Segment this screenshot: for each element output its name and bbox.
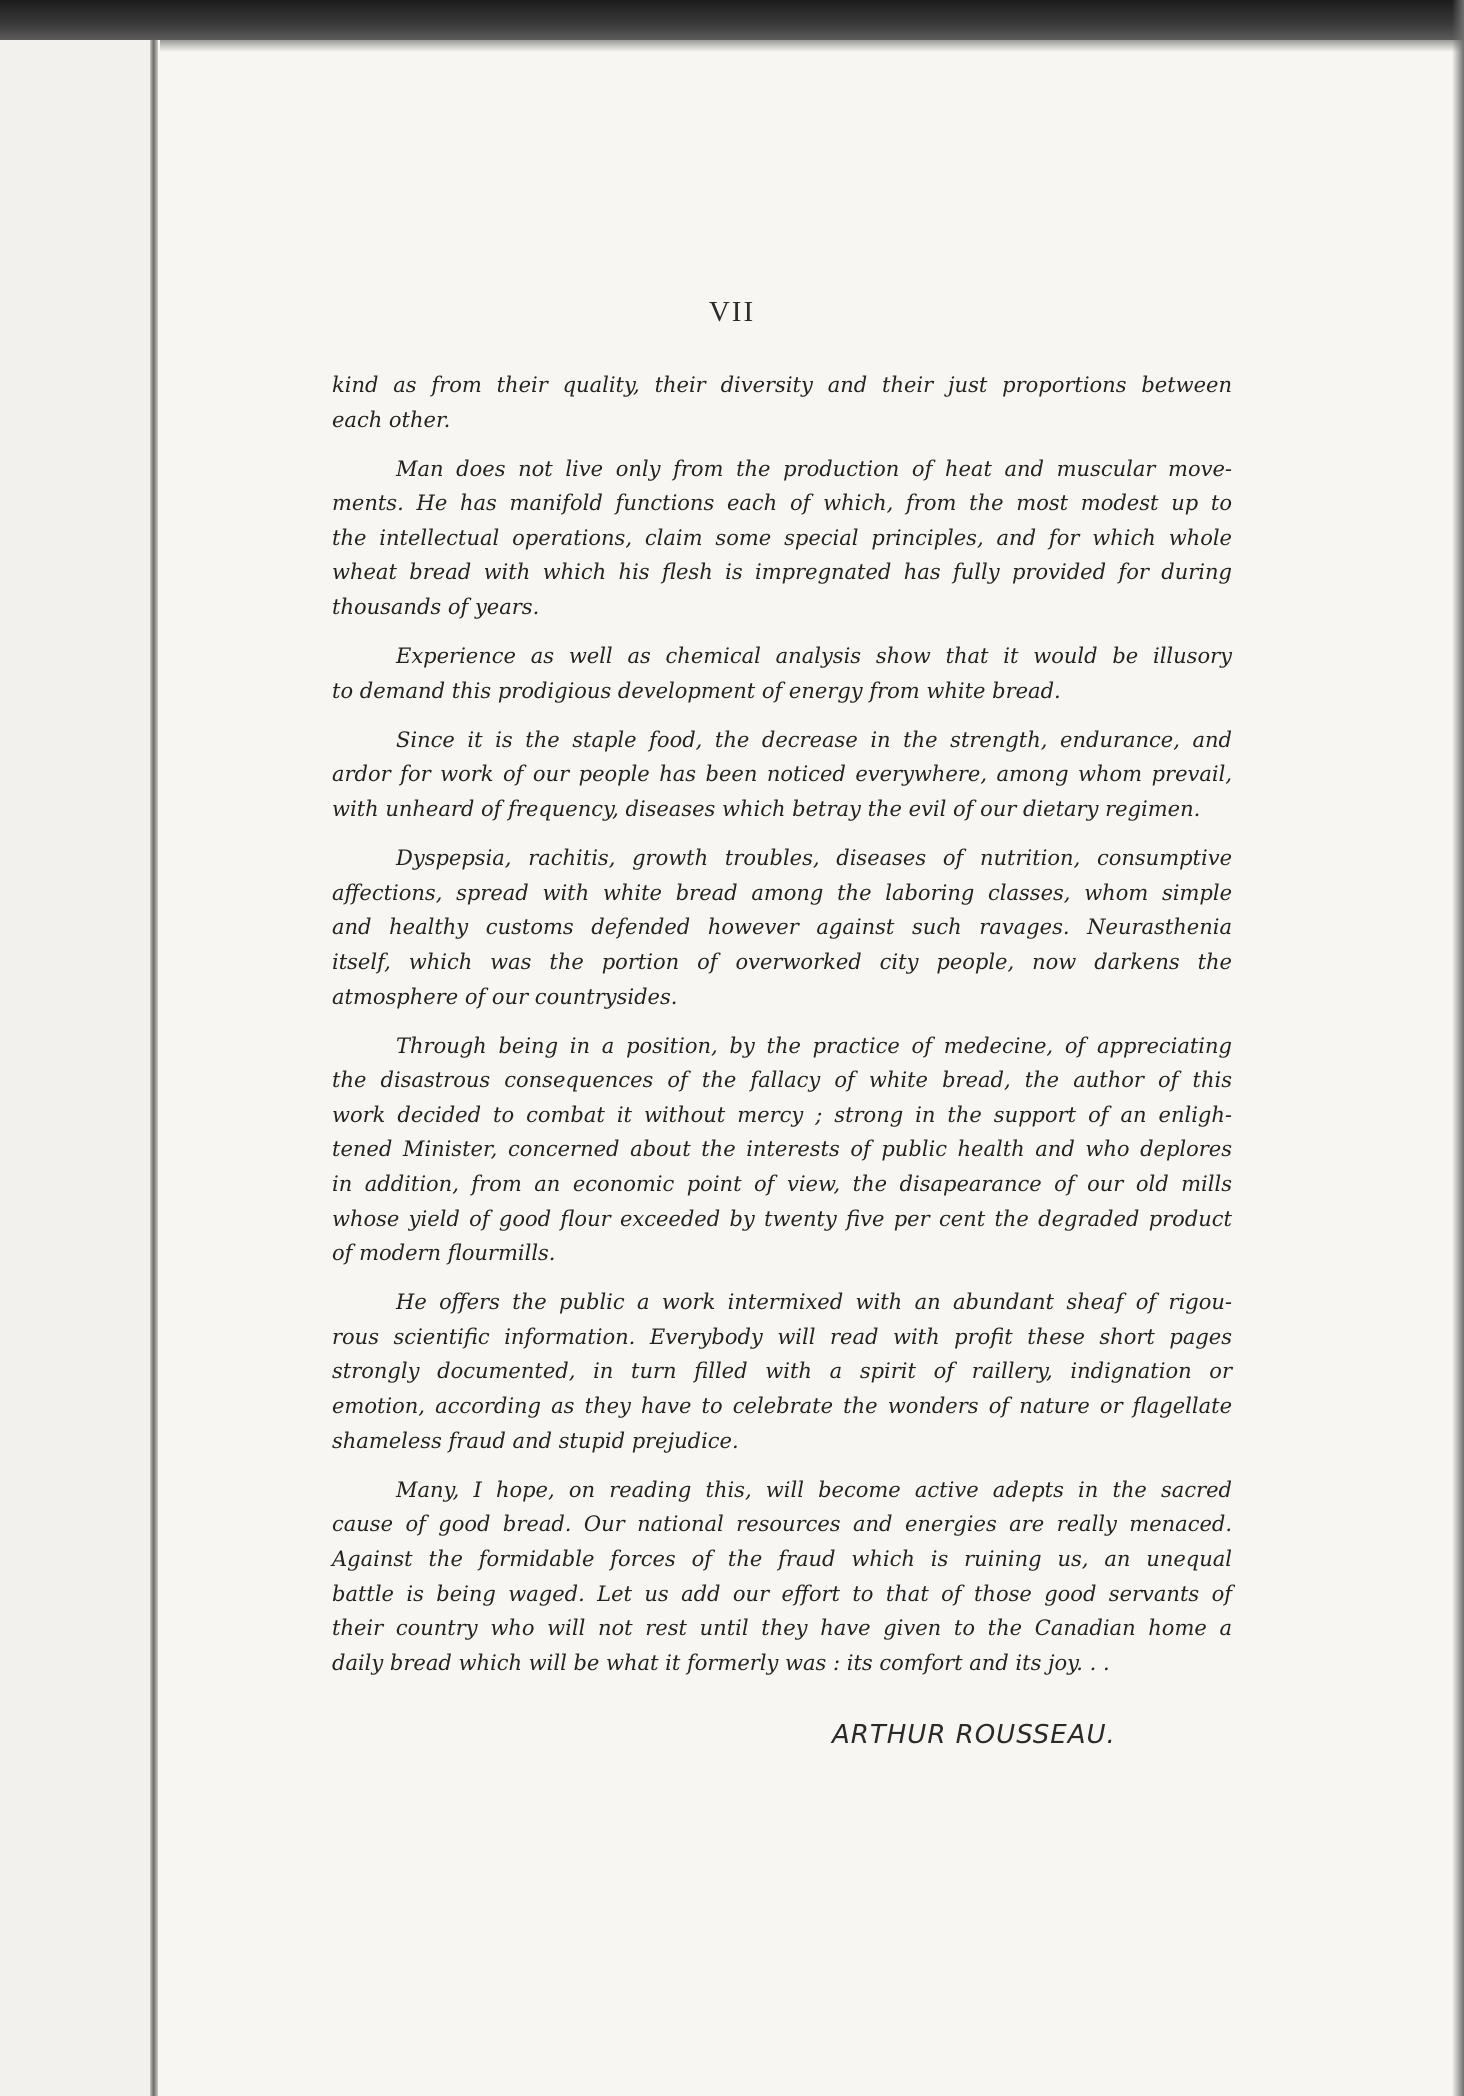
text-line: Experience as well as chemical analysis show that it would be illusory [396, 644, 1232, 669]
page-number: VII [708, 296, 756, 328]
text-line: cause of good bread. Our national resources and energies are really menaced. [332, 1512, 1232, 1537]
paragraph-3 [332, 639, 1232, 708]
paragraph-6 [332, 1029, 1232, 1271]
paragraph-5 [332, 841, 1232, 1014]
text-line: Through being in a position, by the practice of medecine, of appreciating [396, 1033, 1232, 1058]
text-line: whose yield of good flour exceeded by twenty five per cent the degraded product [332, 1206, 1232, 1231]
text-line: tened Minister, concerned about the interests of public health and who deplores [332, 1137, 1232, 1162]
text-line: their country who will not rest until they have given to the Canadian home a [332, 1616, 1232, 1641]
text-line: wheat bread with which his flesh is impregnated has fully provided for during [332, 560, 1232, 585]
text-line: battle is being waged. Let us add our effort to that of those good servants of [332, 1581, 1232, 1606]
text-line: of modern flourmills. [332, 1241, 556, 1266]
text-line: atmosphere of our countrysides. [332, 984, 678, 1009]
page-shadow [160, 40, 1464, 52]
paragraph-7 [332, 1285, 1232, 1458]
text-line: Against the formidable forces of the fraud which is ruining us, an unequal [332, 1546, 1232, 1571]
text-line: daily bread which will be what it formerly was : its comfort and its joy. . . [332, 1650, 1110, 1675]
text-line: the disastrous consequences of the fallacy of white bread, the author of this [332, 1068, 1232, 1093]
text-line: Since it is the staple food, the decrease in the strength, endurance, and [396, 727, 1232, 752]
text-line: work decided to combat it without mercy ; strong in the support of an enligh- [332, 1102, 1232, 1127]
paragraph-1 [332, 368, 1232, 437]
text-line: emotion, according as they have to celebrate the wonders of nature or flagellate [332, 1394, 1232, 1419]
text-line: kind as from their quality, their diversity and their just proportions between [332, 373, 1232, 397]
paragraph-4 [332, 723, 1232, 827]
body-text [332, 368, 1232, 1695]
scanner-top-edge [0, 0, 1464, 40]
text-line: to demand this prodigious development of energy from white bread. [332, 678, 1061, 703]
text-line: He offers the public a work intermixed with an abundant sheaf of rigou- [396, 1290, 1232, 1315]
text-line: and healthy customs defended however against such ravages. Neurasthenia [332, 915, 1232, 940]
text-line: affections, spread with white bread among the laboring classes, whom simple [332, 880, 1232, 905]
text-line: rous scientific information. Everybody will read with profit these short pages [332, 1324, 1232, 1349]
text-line: strongly documented, in turn filled with a spirit of raillery, indignation or [332, 1359, 1232, 1384]
text-line: in addition, from an economic point of view, the disapearance of our old mills [332, 1171, 1232, 1196]
text-line: itself, which was the portion of overworked city people, now darkens the [332, 949, 1232, 974]
text-line: with unheard of frequency, diseases which betray the evil of our dietary regimen. [332, 797, 1201, 822]
text-line: shameless fraud and stupid prejudice. [332, 1428, 739, 1453]
paragraph-2 [332, 452, 1232, 625]
text-line: each other. [332, 407, 451, 432]
book-gutter [150, 30, 158, 2096]
text-line: ments. He has manifold functions each of which, from the most modest up to [332, 491, 1232, 516]
text-line: ardor for work of our people has been noticed everywhere, among whom prevail, [332, 762, 1232, 787]
text-line: Dyspepsia, rachitis, growth troubles, diseases of nutrition, consumptive [396, 846, 1232, 871]
text-line: Man does not live only from the production of heat and muscular move- [396, 456, 1232, 481]
text-line: Many, I hope, on reading this, will become active adepts in the sacred [396, 1477, 1232, 1502]
paragraph-8 [332, 1473, 1232, 1681]
facing-page-margin [0, 40, 150, 2096]
text-line: the intellectual operations, claim some special principles, and for which whole [332, 525, 1232, 550]
text-line: thousands of years. [332, 595, 540, 620]
author-signature: ARTHUR ROUSSEAU. [832, 1720, 1116, 1750]
